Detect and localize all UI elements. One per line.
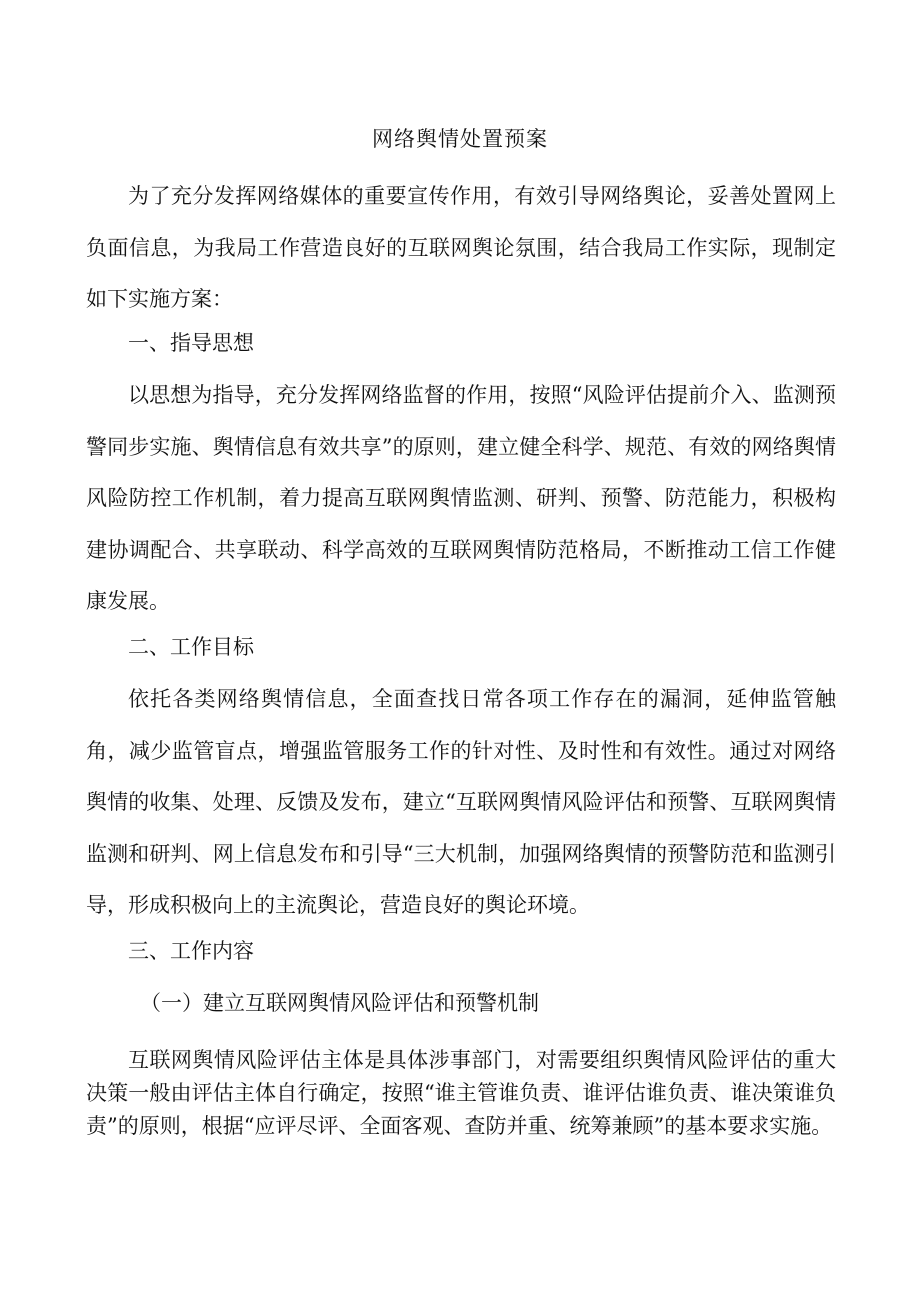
section-heading-guiding-ideology: 一、指导思想 [128,331,254,355]
subsection-body-risk-assessment: 互联网舆情风险评估主体是具体涉事部门，对需要组织舆情风险评估的重大决策一般由评估主体自行确定，按照“谁主管谁负责、谁评估谁负责、谁决策谁负责”的原则，根据“应评尽评、全面客观、查防并重、统筹兼顾”的基本要求实施。 [86,1048,836,1138]
section-heading-work-goals: 二、工作目标 [128,635,254,659]
subsection-heading-risk-assessment: （一）建立互联网舆情风险评估和预警机制 [140,991,539,1015]
section-body-work-goals: 依托各类网络舆情信息，全面查找日常各项工作存在的漏洞，延伸监管触角，减少监管盲点，增强监管服务工作的针对性、及时性和有效性。通过对网络舆情的收集、处理、反馈及发布，建立“互联网舆情风险评估和预警、互联网舆情监测和研判、网上信息发布和引导“三大机制，加强网络舆情的预警防范和监测引导，形成积极向上的主流舆论，营造良好的舆论环境。 [86,687,836,917]
document-title: 网络舆情处置预案 [372,127,548,151]
intro-paragraph: 为了充分发挥网络媒体的重要宣传作用，有效引导网络舆论，妥善处置网上负面信息，为我局工作营造良好的互联网舆论氛围，结合我局工作实际，现制定如下实施方案： [86,184,836,311]
section-body-guiding-ideology: 以思想为指导，充分发挥网络监督的作用，按照“风险评估提前介入、监测预警同步实施、舆情信息有效共享”的原则，建立健全科学、规范、有效的网络舆情风险防控工作机制，着力提高互联网舆情监测、研判、预警、防范能力，积极构建协调配合、共享联动、科学高效的互联网舆情防范格局，不断推动工信工作健康发展。 [86,383,836,613]
section-heading-work-content: 三、工作内容 [128,939,254,963]
